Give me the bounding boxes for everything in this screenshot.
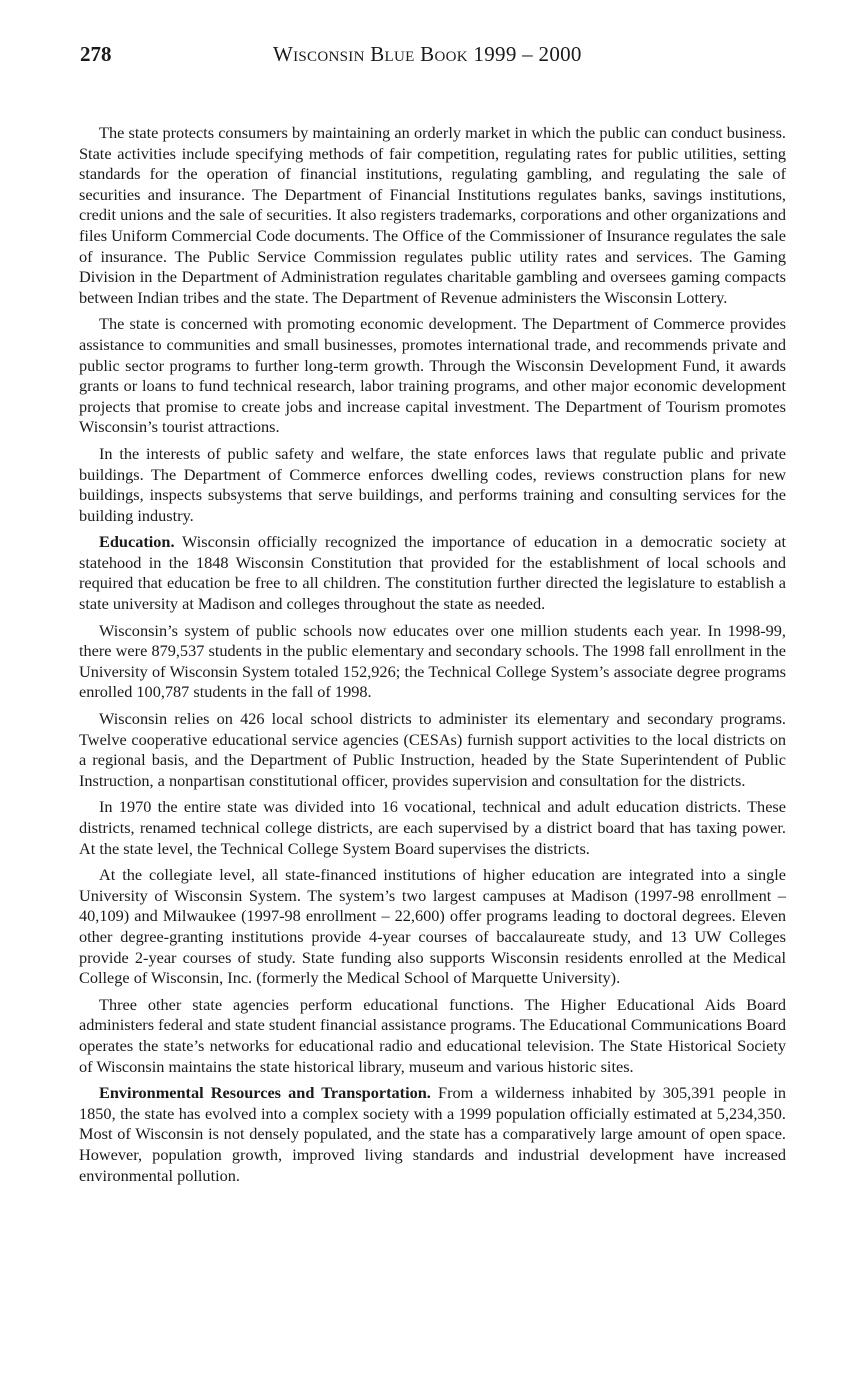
paragraph-environment [79,1083,786,1186]
paragraph-text: Three other state agencies perform educational functions. The Higher Educational Aids Board administers federal and state student financial assistance programs. The Educational Communications Board operates the state’s networks for educational radio and educational television. The State Historical Society of Wisconsin maintains the state historical library, museum and various historic sites. [79,994,786,1076]
paragraph-text: Wisconsin relies on 426 local school districts to administer its elementary and secondary programs. Twelve cooperative educational service agencies (CESAs) furnish support activities to the local districts on a regional basis, and the Department of Public Instruction, headed by the State Superintendent of Public Instruction, a nonpartisan constitutional officer, provides supervision and consultation for the districts. [79,709,786,790]
paragraph-educational-agencies [79,995,786,1077]
paragraph-text: Wisconsin’s system of public schools now educates over one million students each year. In 1998-99, there were 879,537 students in the public elementary and secondary schools. The 1998 fall enrollment in the University of Wisconsin System totaled 152,926; the Technical College System’s associate degree programs enrolled 100,787 students in the fall of 1998. [79,620,786,702]
page-header [80,40,780,72]
paragraph-text: From a wilderness inhabited by 305,391 people in 1850, the state has evolved into a complex society with a 1999 population officially estimated at 5,234,350. Most of Wisconsin is not densely populated, and the state has a comparatively large amount of open space. However, population growth, improved living standards and industrial development have increased environmental pollution. [79,1083,786,1185]
paragraph-education [79,532,786,614]
paragraph-higher-education [79,865,786,989]
paragraph-technical-districts [79,797,786,859]
paragraph-consumer-protection [79,123,786,308]
paragraph-text: The state protects consumers by maintaining an orderly market in which the public can conduct business. State activities include specifying methods of fair competition, regulating rates for public utilities, setting standards for the operation of financial institutions, regulating gambling, and regulating the sale of securities and insurance. The Department of Financial Institutions regulates banks, savings institutions, credit unions and the sale of securities. It also registers trademarks, corporations and other organizations and files Uniform Commercial Code documents. The Office of the Commissioner of Insurance regulates the sale of insurance. The Public Service Commission regulates public utility rates and services. The Gaming Division in the Department of Administration regulates charitable gambling and oversees gaming compacts between Indian tribes and the state. The Department of Revenue administers the Wisconsin Lottery. [79,123,786,307]
paragraph-public-safety [79,444,786,526]
paragraph-economic-development [79,314,786,438]
body-text [79,123,786,1192]
section-heading-environment: Environmental Resources and Transportation. [99,1083,431,1103]
paragraph-text: The state is concerned with promoting economic development. The Department of Commerce provides assistance to communities and small businesses, promotes international trade, and recommends private and public sector programs to further long-term growth. Through the Wisconsin Development Fund, it awards grants or loans to fund technical research, labor training programs, and other major economic development projects that promise to create jobs and increase capital investment. The Department of Tourism promotes Wisconsin’s tourist attractions. [79,314,786,437]
paragraph-school-districts [79,709,786,791]
paragraph-text: In 1970 the entire state was divided into 16 vocational, technical and adult education districts. These districts, renamed technical college districts, are each supervised by a district board that has taxing power. At the state level, the Technical College System Board supervises the districts. [79,797,786,858]
section-heading-education: Education. [99,532,175,552]
paragraph-public-schools [79,621,786,703]
paragraph-text: In the interests of public safety and welfare, the state enforces laws that regulate public and private buildings. The Department of Commerce enforces dwelling codes, reviews construction plans for new buildings, inspects subsystems that serve buildings, and performs training and consulting services for the building industry. [79,443,786,525]
paragraph-text: At the collegiate level, all state-financed institutions of higher education are integrated into a single University of Wisconsin System. The system’s two largest campuses at Madison (1997-98 enrollment – 40,109) and Milwaukee (1997-98 enrollment – 22,600) offer programs leading to doctoral degrees. Eleven other degree-granting institutions provide 4-year courses of baccalaureate study, and 13 UW Colleges provide 2-year courses of study. State funding also supports Wisconsin residents enrolled at the Medical College of Wisconsin, Inc. (formerly the Medical School of Marquette University). [79,865,786,988]
page-number: 278 [80,42,112,66]
running-title: Wisconsin Blue Book 1999 – 2000 [273,42,582,66]
paragraph-text: Wisconsin officially recognized the importance of education in a democratic society at statehood in the 1848 Wisconsin Constitution that provided for the establishment of local schools and required that education be free to all children. The constitution further directed the legislature to establish a state university at Madison and colleges throughout the state as needed. [79,532,787,614]
